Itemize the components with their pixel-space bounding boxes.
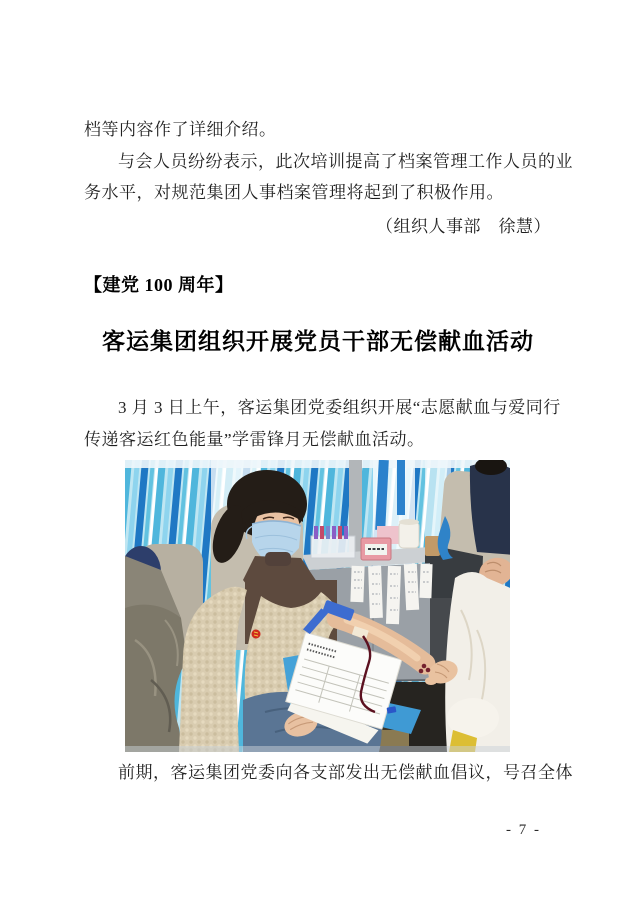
test-tube-rack <box>311 536 355 558</box>
article-photo <box>125 460 510 752</box>
white-jar <box>399 519 419 548</box>
timer-device <box>361 538 391 560</box>
body-line-6: 前期，客运集团党委向各支部发出无偿献血倡议，号召全体 <box>118 763 573 782</box>
body-line-2: 与会人员纷纷表示，此次培训提高了档案管理工作人员的业 <box>118 152 573 171</box>
page-number: - 7 - <box>506 822 541 838</box>
luggage-rack-strip <box>125 460 510 468</box>
article-title: 客运集团组织开展党员干部无偿献血活动 <box>102 329 534 354</box>
section-tag: 【建党 100 周年】 <box>84 275 234 295</box>
tape-roll <box>425 536 440 556</box>
photo-bottom-edge <box>125 746 510 752</box>
background-person <box>470 460 510 555</box>
attribution-line: （组织人事部 徐慧） <box>376 217 551 236</box>
body-line-4: 3 月 3 日上午，客运集团党委组织开展“志愿献血与爱同行 <box>118 398 561 417</box>
curtain-panel <box>397 460 405 515</box>
party-pin <box>252 630 261 639</box>
turtleneck-collar <box>265 552 291 566</box>
body-line-5: 传递客运红色能量”学雷锋月无偿献血活动。 <box>84 430 425 449</box>
body-line-3: 务水平，对规范集团人事档案管理将起到了积极作用。 <box>84 183 504 202</box>
nurse-figure <box>445 554 510 752</box>
body-line-1: 档等内容作了详细介绍。 <box>84 120 277 139</box>
